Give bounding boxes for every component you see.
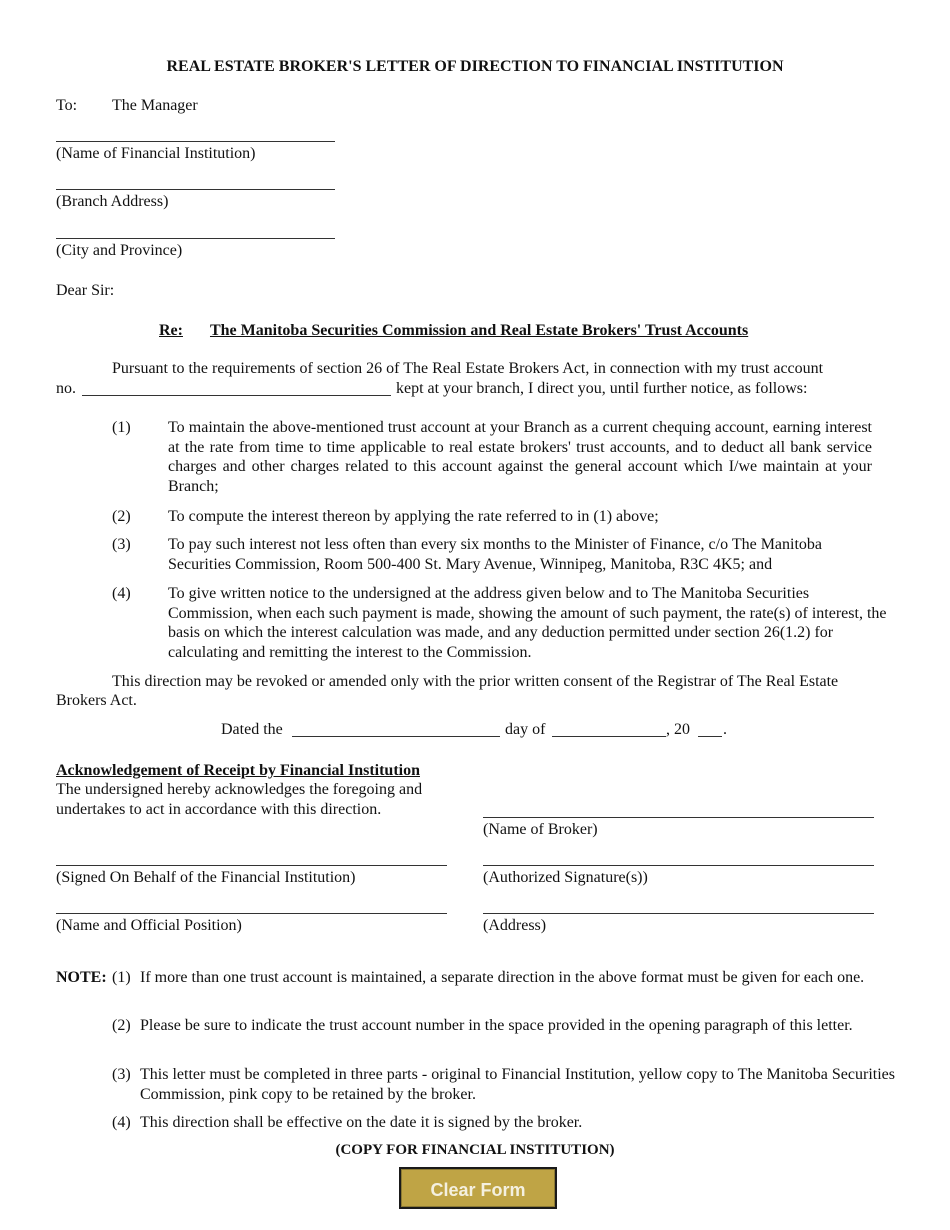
direction-3-text: To pay such interest not less often than every six months to the Minister of Finance, c/o The Manitoba Securities Commission, Room 500-400 St. Mary Avenue, Winnipeg, Manitoba, R3C 4K5; and: [168, 536, 823, 573]
re-line: [159, 321, 792, 340]
note-label: NOTE:: [56, 969, 107, 986]
to-label: To:: [56, 97, 78, 114]
dated-year-prefix: , 20: [666, 721, 690, 738]
broker-name-input[interactable]: [483, 800, 873, 816]
dated-day-line: [292, 736, 500, 737]
copy-label: (COPY FOR FINANCIAL INSTITUTION): [335, 1142, 615, 1158]
acknowledgement-text-1: The undersigned hereby acknowledges the foregoing and: [56, 781, 423, 798]
direction-3-number: (3): [112, 536, 131, 553]
dated-day-input[interactable]: [292, 720, 500, 736]
clear-form-button[interactable]: Clear Form: [399, 1167, 557, 1209]
official-position-label: (Name and Official Position): [56, 917, 242, 934]
intro-line-2: kept at your branch, I direct you, until further notice, as follows:: [396, 380, 808, 397]
revocation-line-2: Brokers Act.: [56, 692, 137, 709]
direction-4-text: To give written notice to the undersigned at the address given below and to The Manitoba Securities Commission, when each such payment is made, showing the amount of such payment, the rate(s) of interest, the basis on which the interest calculation was made, and any deduction permitted under section 26(1.2) for calculating and remitting the interest to the Commission.: [168, 585, 887, 661]
note-1-number: (1): [112, 969, 131, 986]
fi-signature-input[interactable]: [56, 848, 446, 864]
broker-name-label: (Name of Broker): [483, 821, 598, 838]
note-2-text: Please be sure to indicate the trust account number in the space provided in the opening paragraph of this letter.: [140, 1017, 853, 1034]
dated-month-input[interactable]: [552, 720, 666, 736]
note-3-number: (3): [112, 1066, 131, 1083]
dated-year-line: [698, 736, 722, 737]
broker-address-label: (Address): [483, 917, 547, 934]
salutation: Dear Sir:: [56, 282, 115, 299]
trust-account-number-input[interactable]: [82, 380, 390, 396]
note-2-number: (2): [112, 1017, 131, 1034]
note-1-text: If more than one trust account is maintained, a separate direction in the above format must be given for each one.: [140, 969, 865, 986]
direction-1-text: To maintain the above-mentioned trust account at your Branch as a current chequing account, earning interest at the rate from time to time applicable to real estate brokers' trust accounts, and to deduct all bank service charges and other charges related to this account against the general account which I/we maintain at your Branch;: [168, 419, 872, 495]
direction-1-number: (1): [112, 419, 131, 436]
dated-day-of-label: day of: [505, 721, 546, 738]
city-province-input[interactable]: [56, 221, 334, 237]
authorized-signature-line: [483, 865, 874, 866]
dated-suffix: .: [723, 721, 727, 738]
to-value: The Manager: [112, 97, 198, 114]
official-position-input[interactable]: [56, 896, 446, 912]
intro-line-1: Pursuant to the requirements of section 26 of The Real Estate Brokers Act, in connection with my trust account: [112, 360, 824, 377]
city-province-line: [56, 238, 335, 239]
trust-account-number-line: [82, 395, 391, 396]
financial-institution-name-label: (Name of Financial Institution): [56, 145, 256, 162]
direction-4-number: (4): [112, 585, 131, 602]
intro-no-label: no.: [56, 380, 76, 397]
note-4-number: (4): [112, 1114, 131, 1131]
revocation-line-1: This direction may be revoked or amended only with the prior written consent of the Registrar of The Real Estate: [112, 673, 839, 690]
dated-year-input[interactable]: [698, 720, 722, 736]
broker-name-line: [483, 817, 874, 818]
broker-address-input[interactable]: [483, 896, 873, 912]
official-position-line: [56, 913, 447, 914]
direction-2-number: (2): [112, 508, 131, 525]
fi-signature-label: (Signed On Behalf of the Financial Institution): [56, 869, 356, 886]
financial-institution-name-input[interactable]: [56, 124, 334, 140]
acknowledgement-heading: Acknowledgement of Receipt by Financial Institution: [56, 762, 420, 779]
authorized-signature-label: (Authorized Signature(s)): [483, 869, 648, 886]
dated-prefix: Dated the: [221, 721, 283, 738]
re-label: Re:: [159, 322, 183, 339]
branch-address-input[interactable]: [56, 172, 334, 188]
branch-address-line: [56, 189, 335, 190]
financial-institution-name-line: [56, 141, 335, 142]
city-province-label: (City and Province): [56, 242, 183, 259]
acknowledgement-text-2: undertakes to act in accordance with this direction.: [56, 801, 382, 818]
fi-signature-line: [56, 865, 447, 866]
branch-address-label: (Branch Address): [56, 193, 169, 210]
document-title: REAL ESTATE BROKER'S LETTER OF DIRECTION TO FINANCIAL INSTITUTION: [166, 58, 784, 75]
dated-month-line: [552, 736, 666, 737]
authorized-signature-input[interactable]: [483, 848, 873, 864]
note-3-text: This letter must be completed in three parts - original to Financial Institution, yellow copy to The Manitoba Securities Commission, pink copy to be retained by the broker.: [140, 1066, 895, 1103]
broker-address-line: [483, 913, 874, 914]
re-subject: The Manitoba Securities Commission and Real Estate Brokers' Trust Accounts: [209, 322, 749, 339]
note-4-text: This direction shall be effective on the date it is signed by the broker.: [140, 1114, 583, 1131]
direction-2-text: To compute the interest thereon by applying the rate referred to in (1) above;: [168, 508, 659, 525]
